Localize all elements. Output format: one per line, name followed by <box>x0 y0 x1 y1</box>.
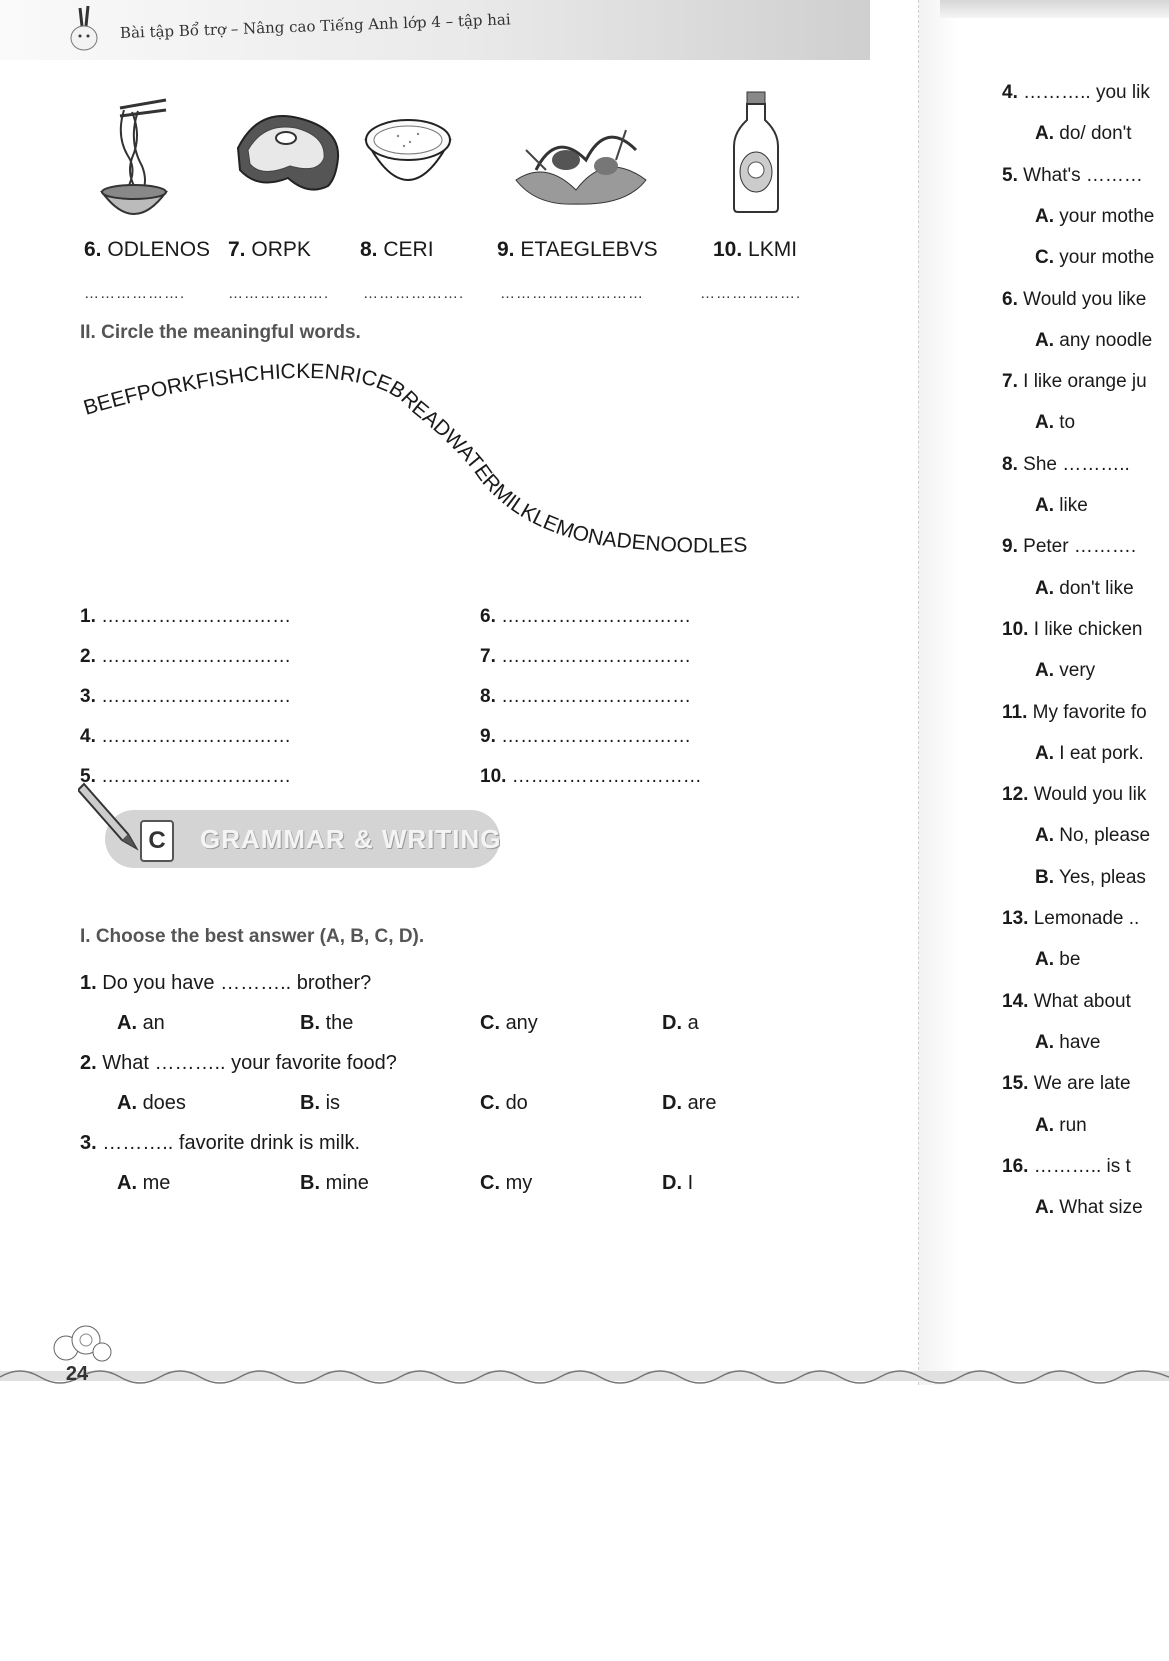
answer-option[interactable] <box>117 1172 170 1195</box>
section-letter-badge: C <box>140 820 174 862</box>
right-page-header-strip <box>940 0 1169 18</box>
answer-line-number: 4. <box>80 726 96 747</box>
answer-option[interactable] <box>300 1172 369 1195</box>
answer-line-number: 9. <box>480 726 496 747</box>
rabbit-icon <box>66 4 106 54</box>
question-text: Lemonade .. <box>1033 908 1140 929</box>
option-letter: B. <box>300 1172 320 1194</box>
question-text: Do you have ……….. brother? <box>102 972 372 994</box>
answer-option[interactable] <box>117 1092 186 1115</box>
pork-icon <box>228 108 346 198</box>
question-text: I like chicken <box>1033 618 1143 640</box>
page-number: 24 <box>65 1363 89 1385</box>
answer-option[interactable] <box>480 1172 532 1195</box>
option-text: do/ don't <box>1059 123 1132 145</box>
option-letter: A. <box>117 1012 137 1034</box>
right-answer-option[interactable] <box>1035 825 1150 847</box>
question-number: 1. <box>80 972 97 994</box>
pencil-icon <box>78 778 148 858</box>
rice-bowl-icon <box>360 110 456 194</box>
unscramble-letters: LKMI <box>748 238 798 261</box>
option-text: Yes, pleas <box>1058 866 1146 888</box>
option-text: your mothe <box>1059 205 1155 227</box>
option-letter: B. <box>300 1092 320 1114</box>
answer-line-number: 2. <box>80 646 96 667</box>
unscramble-number: 7. <box>228 238 246 261</box>
right-answer-option[interactable] <box>1035 495 1088 517</box>
answer-blank: ……………………… <box>500 285 644 302</box>
question-text: ……….. is t <box>1033 1155 1131 1177</box>
option-letter: A. <box>1035 1031 1054 1053</box>
answer-line-right <box>480 606 691 628</box>
option-letter: A. <box>117 1092 137 1114</box>
option-text: my <box>505 1172 533 1194</box>
right-answer-option[interactable] <box>1035 330 1152 352</box>
option-text: is <box>325 1092 341 1114</box>
question-number: 5. <box>1002 164 1018 186</box>
answer-line-right <box>480 686 691 708</box>
answer-line-dots: ………………………… <box>501 646 692 667</box>
answer-line-dots: ………………………… <box>101 766 292 787</box>
right-answer-option[interactable] <box>1035 247 1154 269</box>
header-title: Bài tập Bổ trợ – Nâng cao Tiếng Anh lớp 4 – tập hai <box>119 10 511 42</box>
answer-line-right <box>480 646 691 668</box>
right-question <box>1002 82 1150 104</box>
option-text: does <box>142 1092 186 1114</box>
option-letter: A. <box>1035 495 1054 516</box>
question-number: 12. <box>1002 784 1029 806</box>
answer-line-dots: ………………………… <box>101 606 292 627</box>
option-letter: D. <box>662 1092 682 1114</box>
question-number: 15. <box>1002 1073 1029 1095</box>
question <box>80 1132 360 1155</box>
right-answer-option[interactable] <box>1035 578 1134 600</box>
question-text: What about <box>1033 990 1131 1012</box>
option-letter: D. <box>662 1172 682 1194</box>
word-snake-text: BEEFPORKFISHCHICKENRICEBREADWATERMILKLEMONADENOODLES <box>80 359 748 558</box>
question-number: 9. <box>1002 536 1018 558</box>
option-letter: C. <box>1035 247 1054 269</box>
section-choose-answer-title: I. Choose the best answer (A, B, C, D). <box>80 926 425 947</box>
question-text: ……….. you lik <box>1023 82 1150 103</box>
option-text: to <box>1059 412 1076 434</box>
answer-line-left <box>80 606 291 628</box>
question-text: We are late <box>1033 1073 1131 1095</box>
question-number: 6. <box>1002 288 1018 310</box>
option-text: What size <box>1059 1197 1143 1219</box>
unscramble-letters: ODLENOS <box>107 238 211 261</box>
section-banner-title: GRAMMAR & WRITING <box>200 824 502 854</box>
right-question <box>1002 1156 1131 1178</box>
question-text: What's ……… <box>1023 164 1143 186</box>
right-question <box>1002 371 1147 393</box>
right-question <box>1002 289 1146 311</box>
option-text: be <box>1059 949 1081 971</box>
question-number: 10. <box>1002 618 1029 640</box>
unscramble-word <box>497 238 658 262</box>
answer-option[interactable] <box>480 1092 528 1115</box>
option-letter: A. <box>1035 1114 1054 1136</box>
answer-line-dots: ………………………… <box>501 686 692 707</box>
right-answer-option[interactable] <box>1035 949 1080 971</box>
question-number: 16. <box>1002 1155 1029 1177</box>
answer-line-number: 8. <box>480 686 496 707</box>
answer-option[interactable] <box>662 1172 693 1195</box>
answer-option[interactable] <box>117 1012 165 1035</box>
unscramble-word <box>713 238 797 262</box>
option-letter: A. <box>1035 412 1054 434</box>
option-letter: A. <box>1035 742 1054 764</box>
question-number: 7. <box>1002 371 1018 393</box>
answer-option[interactable] <box>300 1012 353 1035</box>
answer-line-number: 1. <box>80 606 96 627</box>
answer-line-dots: ………………………… <box>101 686 292 707</box>
right-answer-option[interactable] <box>1035 743 1144 765</box>
option-letter: A. <box>1035 577 1054 599</box>
question-text: Would you like <box>1023 288 1147 310</box>
option-letter: A. <box>1035 123 1054 145</box>
option-letter: C. <box>480 1172 500 1194</box>
option-text: mine <box>325 1172 369 1194</box>
option-letter: A. <box>1035 329 1054 351</box>
question-text: ……….. favorite drink is milk. <box>102 1132 361 1154</box>
answer-line-right <box>480 726 691 748</box>
answer-line-number: 3. <box>80 686 96 707</box>
answer-blank: ………………. <box>228 285 330 302</box>
question-text: My favorite fo <box>1032 701 1147 723</box>
answer-line-dots: ………………………… <box>501 606 692 627</box>
option-text: very <box>1059 660 1096 682</box>
right-question <box>1002 536 1136 558</box>
right-answer-option[interactable] <box>1035 1197 1143 1219</box>
question-number: 4. <box>1002 82 1018 103</box>
option-text: the <box>325 1012 354 1034</box>
question <box>80 972 371 995</box>
unscramble-letters: ETAEGLEBVS <box>520 238 658 261</box>
option-letter: D. <box>662 1012 682 1034</box>
answer-option[interactable] <box>300 1092 340 1115</box>
decorative-footer-band <box>0 1363 1169 1385</box>
section-circle-words-title: II. Circle the meaningful words. <box>80 322 361 343</box>
right-answer-option[interactable] <box>1035 1032 1100 1054</box>
option-text: are <box>687 1092 717 1114</box>
option-letter: A. <box>1035 825 1054 847</box>
option-text: do <box>505 1092 528 1114</box>
question-number: 11. <box>1002 701 1028 723</box>
option-letter: A. <box>1035 205 1054 227</box>
vegetables-icon <box>506 120 656 206</box>
right-answer-option[interactable] <box>1035 660 1095 682</box>
answer-line-number: 5. <box>80 766 96 787</box>
option-text: like <box>1059 495 1088 516</box>
answer-line-left <box>80 686 291 708</box>
right-question <box>1002 619 1142 641</box>
answer-line-dots: ………………………… <box>511 766 702 787</box>
right-question <box>1002 454 1130 476</box>
option-text: any <box>505 1012 538 1034</box>
milk-bottle-icon <box>730 90 782 215</box>
answer-blank: ………………. <box>700 285 802 302</box>
option-text: don't like <box>1059 577 1134 599</box>
option-text: me <box>142 1172 171 1194</box>
question-text: What ……….. your favorite food? <box>102 1052 397 1074</box>
option-letter: C. <box>480 1092 500 1114</box>
answer-option[interactable] <box>662 1092 716 1115</box>
question-text: Peter ………. <box>1023 536 1137 558</box>
option-text: an <box>142 1012 165 1034</box>
question <box>80 1052 397 1075</box>
word-snake <box>80 340 880 600</box>
unscramble-letters: CERI <box>383 238 434 261</box>
option-text: a <box>687 1012 699 1034</box>
right-answer-option[interactable] <box>1035 1115 1087 1137</box>
option-letter: A. <box>1035 949 1054 971</box>
answer-option[interactable] <box>480 1012 538 1035</box>
unscramble-word <box>84 238 210 262</box>
answer-line-left <box>80 646 291 668</box>
question-text: I like orange ju <box>1023 371 1147 393</box>
unscramble-letters: ORPK <box>251 238 311 261</box>
answer-line-dots: ………………………… <box>101 726 292 747</box>
option-letter: C. <box>480 1012 500 1034</box>
noodles-icon <box>98 96 170 221</box>
right-answer-option[interactable] <box>1035 867 1146 889</box>
unscramble-number: 9. <box>497 238 515 261</box>
answer-blank: ………………. <box>363 285 465 302</box>
question-number: 13. <box>1002 908 1029 929</box>
answer-line-number: 7. <box>480 646 496 667</box>
option-text: run <box>1059 1114 1087 1136</box>
right-question <box>1002 1073 1131 1095</box>
answer-blank: ………………. <box>84 285 186 302</box>
unscramble-number: 6. <box>84 238 102 261</box>
question-number: 14. <box>1002 990 1029 1012</box>
unscramble-number: 10. <box>713 238 743 261</box>
option-letter: B. <box>300 1012 320 1034</box>
option-text: No, please <box>1059 825 1151 847</box>
unscramble-word <box>360 238 434 262</box>
question-number: 3. <box>80 1132 97 1154</box>
question-text: Would you lik <box>1033 784 1147 806</box>
right-question <box>1002 991 1131 1013</box>
option-text: any noodle <box>1059 329 1153 351</box>
answer-line-number: 6. <box>480 606 496 627</box>
right-answer-option[interactable] <box>1035 206 1154 228</box>
option-text: have <box>1059 1031 1101 1053</box>
right-answer-option[interactable] <box>1035 123 1132 145</box>
right-answer-option[interactable] <box>1035 412 1075 434</box>
right-question <box>1002 784 1146 806</box>
question-text: She ……….. <box>1023 453 1130 475</box>
answer-line-dots: ………………………… <box>101 646 292 667</box>
option-letter: A. <box>1035 1197 1054 1219</box>
question-number: 8. <box>1002 453 1018 475</box>
option-letter: B. <box>1035 866 1054 888</box>
answer-line-number: 10. <box>480 766 507 787</box>
option-text: your mothe <box>1059 247 1155 269</box>
answer-line-dots: ………………………… <box>501 726 692 747</box>
answer-line-right <box>480 766 702 788</box>
answer-line-left <box>80 726 291 748</box>
right-question <box>1002 908 1139 930</box>
question-number: 2. <box>80 1052 97 1074</box>
option-letter: A. <box>117 1172 137 1194</box>
unscramble-word <box>228 238 311 262</box>
option-text: I <box>687 1172 694 1194</box>
option-text: I eat pork. <box>1059 742 1144 764</box>
right-question <box>1002 165 1143 187</box>
right-question <box>1002 702 1147 724</box>
unscramble-number: 8. <box>360 238 378 261</box>
answer-option[interactable] <box>662 1012 699 1035</box>
option-letter: A. <box>1035 660 1054 682</box>
